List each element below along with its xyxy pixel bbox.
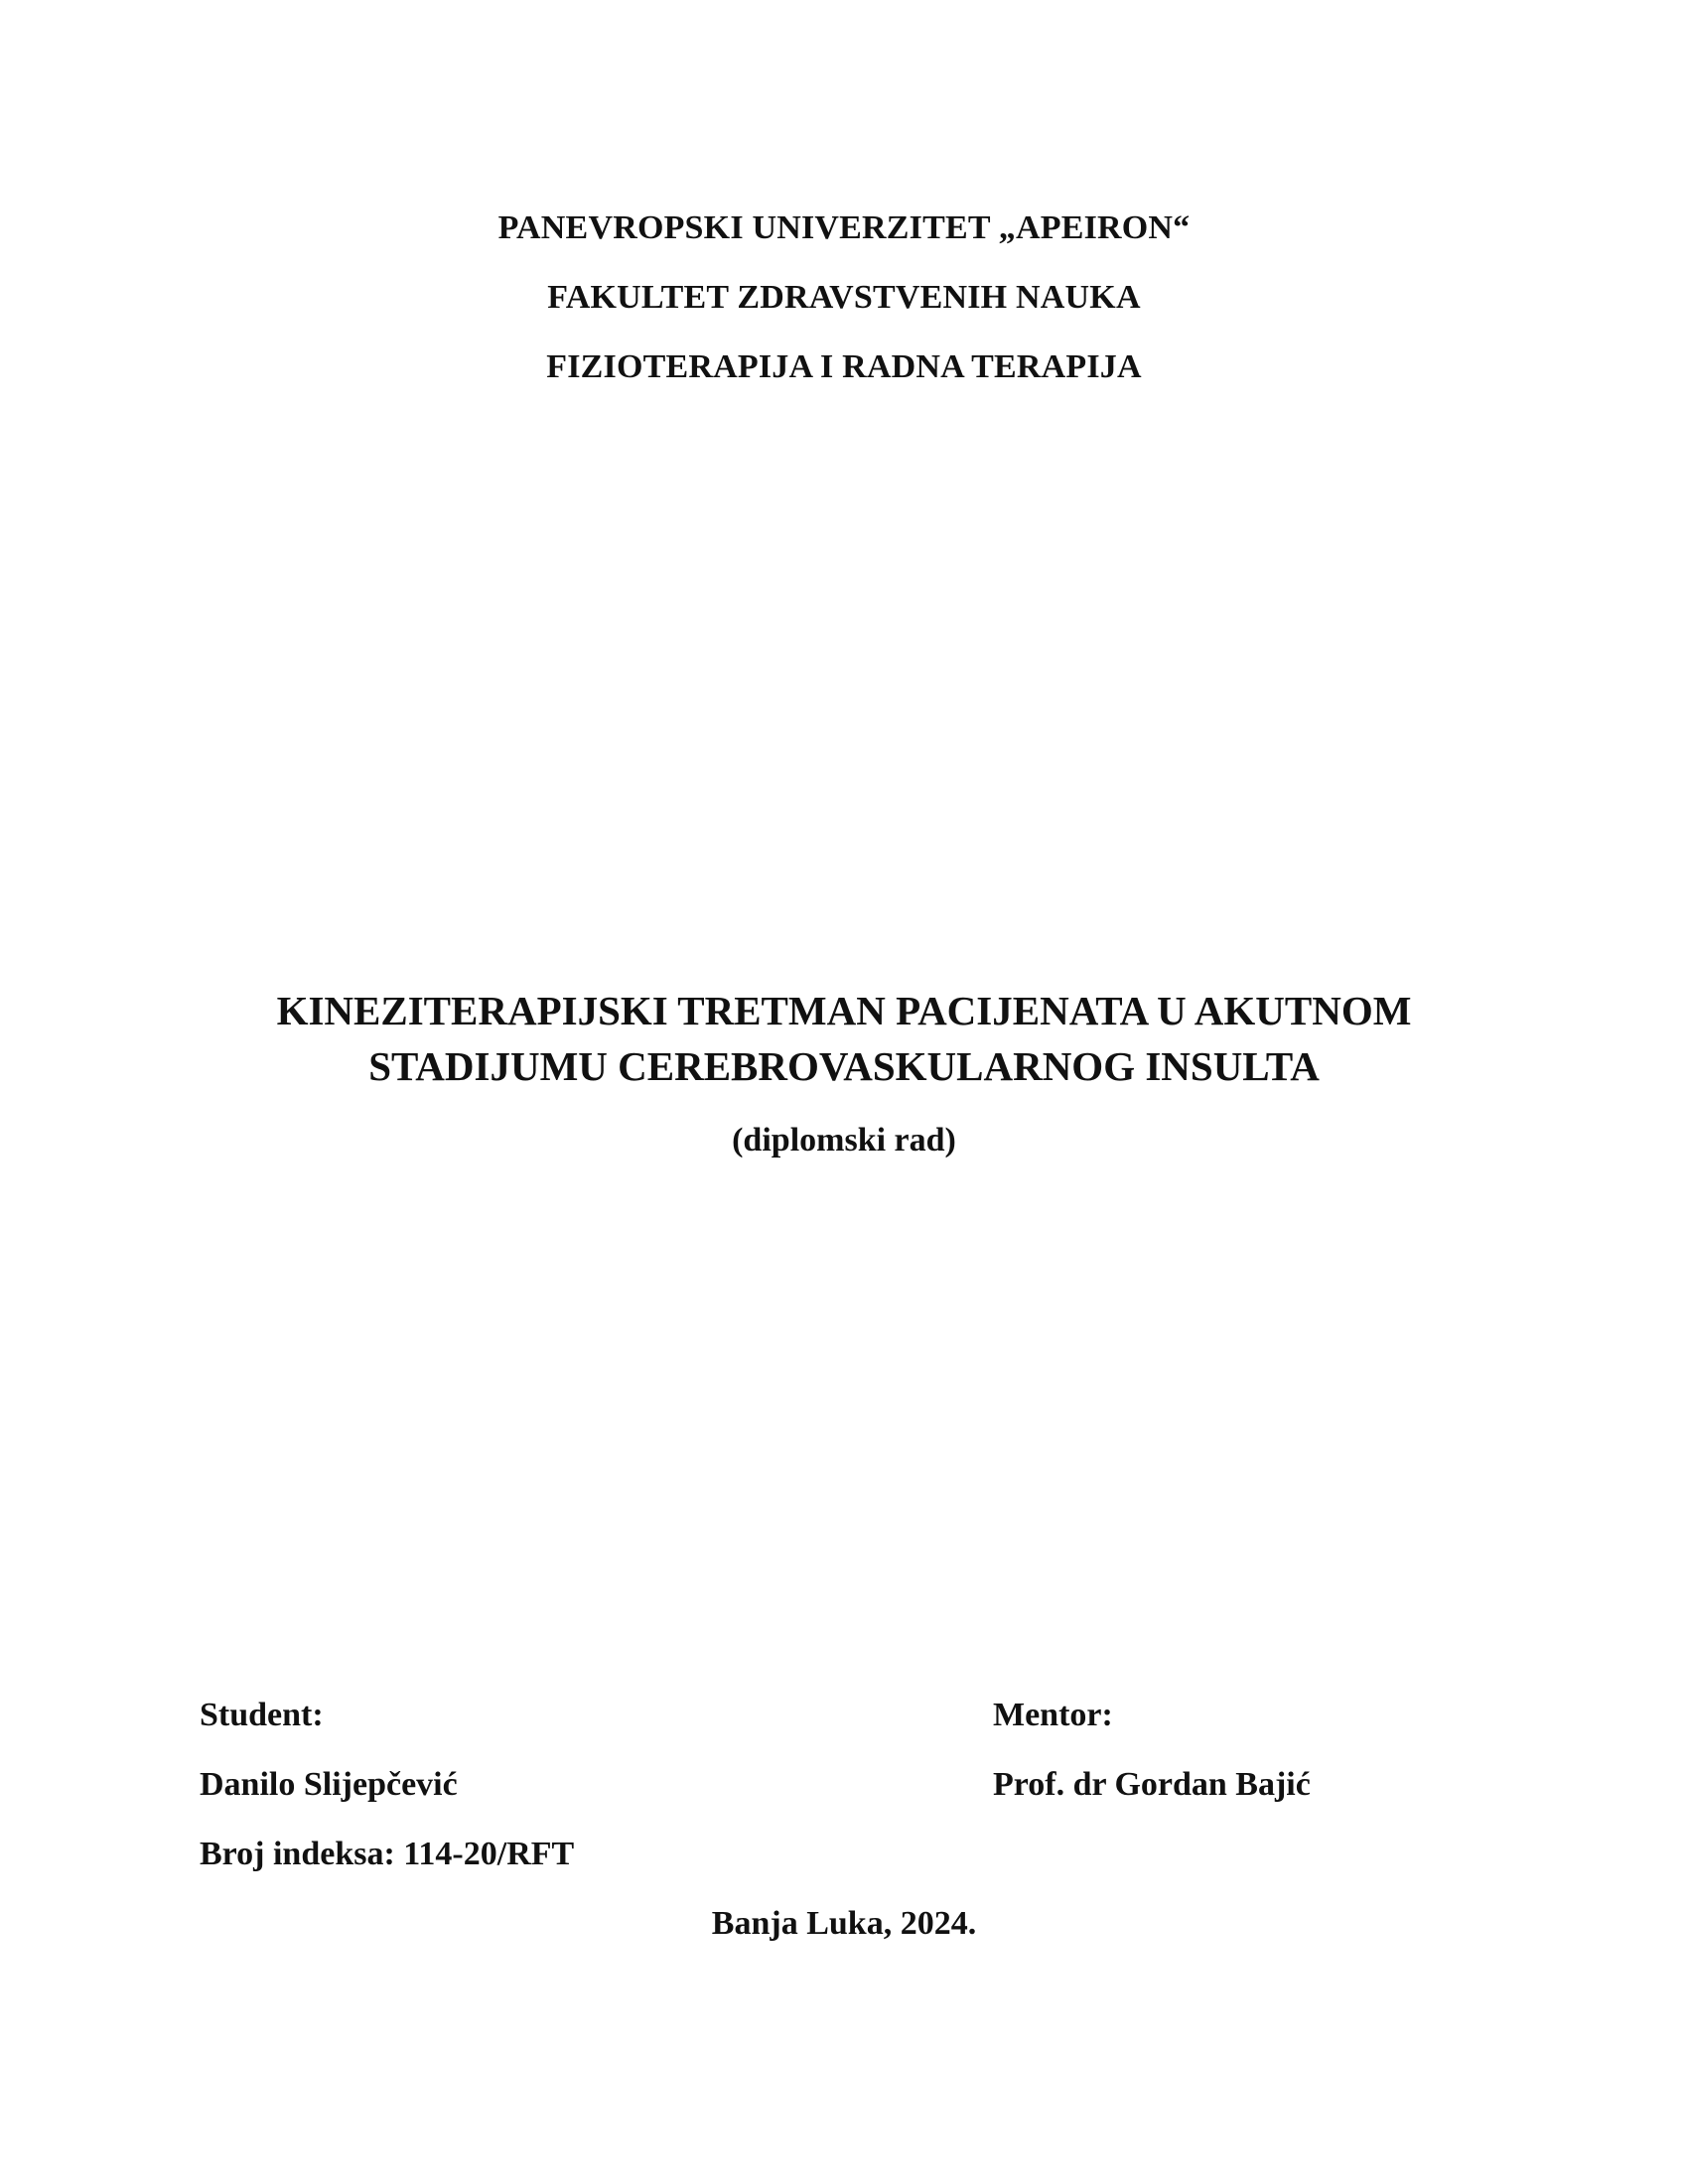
thesis-title-block — [0, 983, 1688, 1165]
student-index: Broj indeksa: 114-20/RFT — [200, 1836, 575, 1872]
institution-header — [0, 194, 1688, 402]
student-label: Student: — [200, 1697, 324, 1733]
study-program: FIZIOTERAPIJA I RADNA TERAPIJA — [546, 348, 1142, 385]
thesis-title-line-2: STADIJUMU CEREBROVASKULARNOG INSULTA — [368, 1043, 1320, 1089]
mentor-name: Prof. dr Gordan Bajić — [993, 1766, 1311, 1803]
student-name: Danilo Slijepčević — [200, 1766, 458, 1803]
place-and-date: Banja Luka, 2024. — [711, 1905, 977, 1942]
mentor-label: Mentor: — [993, 1697, 1113, 1733]
thesis-type: (diplomski rad) — [732, 1122, 956, 1159]
faculty-name: FAKULTET ZDRAVSTVENIH NAUKA — [547, 279, 1141, 316]
university-name: PANEVROPSKI UNIVERZITET „APEIRON“ — [497, 209, 1191, 246]
thesis-title-line-1: KINEZITERAPIJSKI TRETMAN PACIJENATA U AKUTNOM — [276, 988, 1412, 1033]
